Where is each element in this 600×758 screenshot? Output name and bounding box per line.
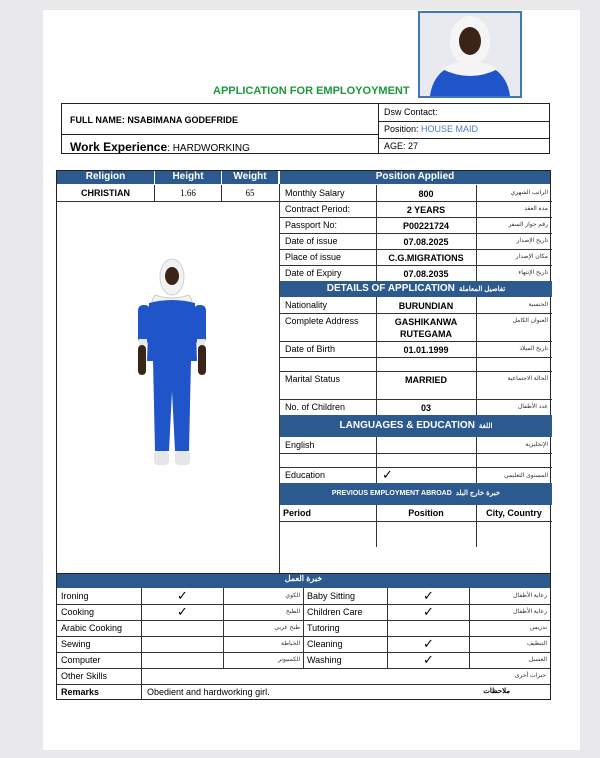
skill-arabic: طبخ عربي bbox=[274, 625, 300, 631]
languages-header-text: LANGUAGES & EDUCATION bbox=[339, 420, 475, 431]
education-check: ✓ bbox=[382, 467, 393, 482]
skills-header-ar: خبرة العمل bbox=[57, 574, 550, 588]
col-position: Position bbox=[408, 508, 444, 518]
name-box bbox=[61, 103, 379, 135]
work-exp-label: Work Experience bbox=[70, 140, 168, 154]
position-value: HOUSE MAID bbox=[421, 124, 479, 134]
row-value: GASHIKANWA RUTEGAMA bbox=[394, 317, 458, 339]
details-header-ar: تفاصيل المعاملة bbox=[458, 286, 506, 293]
full-body-photo bbox=[127, 251, 217, 481]
full-name-value: NSABIMANA GODEFRIDE bbox=[127, 115, 239, 125]
languages-header bbox=[280, 415, 552, 437]
row-label: Complete Address bbox=[285, 316, 359, 326]
row-value: 03 bbox=[420, 403, 431, 413]
row-value: P00221724 bbox=[402, 221, 450, 231]
remarks-label: Remarks bbox=[61, 687, 100, 697]
skills-table bbox=[56, 573, 551, 700]
skill-label: Baby Sitting bbox=[307, 591, 356, 601]
languages-header-ar: اللغة bbox=[478, 423, 493, 430]
row-arabic: الحالة الاجتماعية bbox=[507, 376, 548, 382]
row-value: 07.08.2035 bbox=[403, 269, 449, 279]
skill-arabic: الخياطة bbox=[281, 641, 300, 647]
row-value: 07.08.2025 bbox=[403, 237, 449, 247]
row-label: Contract Period: bbox=[285, 204, 351, 214]
row-arabic: تاريخ الإصدار bbox=[516, 238, 548, 244]
skill-check: ✓ bbox=[423, 652, 434, 667]
lang-label: Education bbox=[285, 470, 326, 480]
previous-employment-header-ar: خبرة خارج البلد bbox=[455, 490, 501, 497]
weight-header: Weight bbox=[222, 171, 278, 184]
skill-label: Arabic Cooking bbox=[61, 623, 123, 633]
row-arabic: مكان الإصدار bbox=[515, 254, 548, 260]
skill-label: Sewing bbox=[61, 639, 91, 649]
position-label: Position: bbox=[384, 124, 419, 134]
skill-arabic: الكمبيوتر bbox=[278, 657, 300, 663]
height-header: Height bbox=[155, 171, 221, 184]
skill-label: Cleaning bbox=[307, 639, 343, 649]
skill-check: ✓ bbox=[423, 604, 434, 619]
row-value: C.G.MIGRATIONS bbox=[388, 253, 464, 263]
row-value: 800 bbox=[418, 189, 434, 199]
skill-arabic: الطبخ bbox=[285, 609, 300, 615]
full-name-label: FULL NAME: bbox=[70, 115, 125, 125]
work-experience-box bbox=[61, 134, 379, 154]
work-exp-value: : HARDWORKING bbox=[167, 143, 250, 154]
skill-check: ✓ bbox=[423, 636, 434, 651]
row-arabic: العنوان الكامل bbox=[512, 318, 548, 324]
lang-label: English bbox=[285, 440, 315, 450]
skill-label: Ironing bbox=[61, 591, 89, 601]
row-label: Date of Expiry bbox=[285, 268, 342, 278]
row-arabic: تاريخ الإنتهاء bbox=[518, 270, 548, 276]
row-arabic: الراتب الشهري bbox=[510, 190, 548, 196]
religion-header: Religion bbox=[57, 171, 154, 184]
main-table bbox=[56, 170, 551, 574]
form-title: APPLICATION FOR EMPLOYOYMENT bbox=[213, 85, 410, 97]
row-value: BURUNDIAN bbox=[398, 301, 454, 311]
age-value: AGE: 27 bbox=[384, 141, 419, 151]
row-value: MARRIED bbox=[405, 375, 447, 385]
row-arabic: مدة العقد bbox=[524, 206, 548, 212]
details-header bbox=[280, 281, 552, 297]
other-skills-label: Other Skills bbox=[61, 671, 108, 681]
skill-arabic: التنظيف bbox=[526, 641, 547, 647]
skill-arabic: الغسيل bbox=[528, 657, 547, 663]
remarks-arabic: ملاحظات bbox=[483, 688, 510, 695]
details-header-text: DETAILS OF APPLICATION bbox=[326, 283, 455, 294]
col-period: Period bbox=[283, 508, 312, 518]
portrait-photo bbox=[418, 11, 522, 98]
skill-check: ✓ bbox=[423, 588, 434, 603]
row-label: Date of issue bbox=[285, 236, 338, 246]
position-applied-header: Position Applied bbox=[280, 171, 550, 184]
contact-box bbox=[378, 103, 550, 154]
row-value: 2 YEARS bbox=[406, 205, 446, 215]
row-arabic: الجنسية bbox=[528, 302, 548, 308]
other-skills-arabic: خبرات أخرى bbox=[514, 673, 546, 679]
skill-label: Computer bbox=[61, 655, 101, 665]
skill-label: Washing bbox=[307, 655, 342, 665]
lang-arabic: المستوى التعليمي bbox=[503, 473, 548, 479]
row-label: Monthly Salary bbox=[285, 188, 345, 198]
skill-check: ✓ bbox=[177, 588, 188, 603]
religion-value: CHRISTIAN bbox=[81, 188, 130, 198]
row-label: Nationality bbox=[285, 300, 328, 310]
skill-arabic: الكوي bbox=[285, 593, 300, 599]
row-arabic: عدد الأطفال bbox=[517, 404, 548, 410]
dsw-contact: Dsw Contact: bbox=[384, 107, 438, 117]
row-arabic: تاريخ الميلاد bbox=[519, 346, 548, 352]
row-label: Passport No: bbox=[285, 220, 338, 230]
skill-arabic: تدريس bbox=[529, 625, 547, 631]
weight-value: 65 bbox=[245, 188, 255, 198]
skill-arabic: رعاية الأطفال bbox=[513, 609, 547, 615]
skill-check: ✓ bbox=[177, 604, 188, 619]
previous-employment-header-text: PREVIOUS EMPLOYMENT ABROAD bbox=[331, 490, 452, 497]
skill-label: Cooking bbox=[61, 607, 95, 617]
skill-label: Children Care bbox=[307, 607, 363, 617]
lang-arabic: الإنجليزية bbox=[525, 442, 548, 448]
previous-employment-header bbox=[280, 483, 552, 505]
height-value: 1.66 bbox=[180, 188, 196, 198]
skill-arabic: رعاية الأطفال bbox=[513, 593, 547, 599]
row-label: No. of Children bbox=[285, 402, 346, 412]
row-label: Date of Birth bbox=[285, 344, 336, 354]
skill-label: Tutoring bbox=[307, 623, 340, 633]
application-form bbox=[43, 10, 580, 750]
row-arabic: رقم جواز السفر bbox=[508, 222, 548, 228]
col-city-country: City, Country bbox=[486, 508, 542, 518]
row-value: 01.01.1999 bbox=[403, 345, 449, 355]
row-label: Place of issue bbox=[285, 252, 342, 262]
row-label: Marital Status bbox=[285, 374, 341, 384]
remarks-value: Obedient and hardworking girl. bbox=[147, 687, 270, 697]
